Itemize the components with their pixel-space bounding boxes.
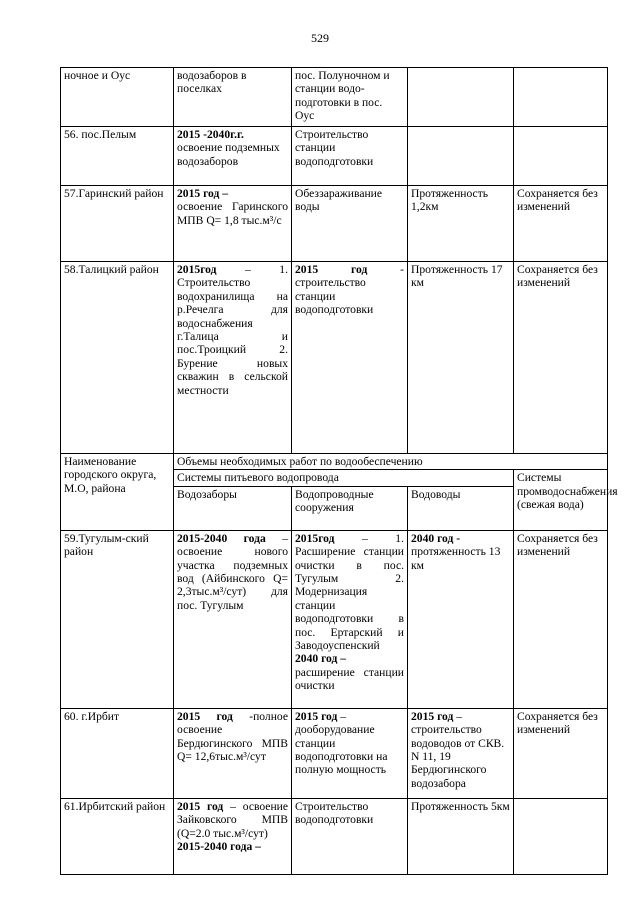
cell-structures: Строительство станции водоподготовки [292, 127, 408, 186]
cell-text: – дооборудование станции водоподготовки на полную мощность [295, 709, 388, 777]
cell-structures [292, 262, 408, 454]
cell-intakes [174, 708, 292, 798]
cell-industrial: Сохраняется без изменений [514, 186, 608, 262]
cell-conduits: Протяженность 17 км [408, 262, 514, 454]
cell-structures: Строительство водоподготовки [292, 798, 408, 874]
water-supply-table [60, 67, 618, 875]
cell-district: 56. пос.Пелым [61, 127, 174, 186]
cell-conduits [408, 68, 514, 127]
header-volumes: Объемы необходимых работ по водообеспечению [174, 454, 608, 470]
cell-intakes: водозаборов в поселках [174, 68, 292, 127]
header-industrial: Системы промводоснабжения (свежая вода) [514, 470, 608, 530]
cell-conduits: Протяженность 5км [408, 798, 514, 874]
cell-district: 57.Гаринский район [61, 186, 174, 262]
cell-text: – освоение нового участка подземных вод (Айбинского Q= 2,3тыс.м³/сут) для пос. Тугулым [177, 531, 288, 612]
bold-year: 2015-2040 года [177, 531, 266, 545]
bold-year: 2040 год - [411, 531, 461, 545]
header-intakes: Водозаборы [174, 486, 292, 530]
table-row [61, 708, 608, 798]
table-row [61, 530, 608, 708]
table-row [61, 798, 608, 874]
cell-text: – освоение Зайковского МПВ (Q=2.0 тыс.м³/сут) [177, 799, 288, 840]
cell-intakes [174, 186, 292, 262]
cell-conduits [408, 708, 514, 798]
table-row [61, 186, 608, 262]
bold-year: 2015 -2040г.г. [177, 128, 244, 141]
cell-structures: Обеззараживание воды [292, 186, 408, 262]
cell-district: 58.Талицкий район [61, 262, 174, 454]
cell-structures [292, 530, 408, 708]
cell-industrial: Сохраняется без изменений [514, 708, 608, 798]
cell-industrial [514, 127, 608, 186]
bold-year: 2040 год – [295, 652, 347, 666]
cell-text: – строительство водоводов от СКВ. N 11, 19 Бердюгинского водозабора [411, 709, 505, 790]
cell-industrial [514, 798, 608, 874]
bold-year: 2015год [295, 531, 335, 545]
bold-year: 2015-2040 года – [177, 840, 261, 854]
header-row [61, 454, 608, 470]
cell-industrial [514, 68, 608, 127]
cell-district: 61.Ирбитский район [61, 798, 174, 874]
bold-year: 2015 год [177, 709, 233, 723]
table-row [61, 68, 608, 127]
cell-text: - строительство станции водоподготовки [295, 263, 404, 317]
cell-text: освоение Гаринского МПВ Q= 1,8 тыс.м³/с [177, 200, 288, 227]
table-row [61, 127, 608, 186]
cell-text: -полное освоение Бердюгинского МПВ Q= 12,6тыс.м³/сут [177, 709, 288, 764]
cell-text: – 1. Строительство водохранилища на р.Речелга для водоснабжения г.Талица и пос.Троицкий 2. Бурение новых скважин в сельской местности [177, 263, 288, 397]
cell-intakes [174, 530, 292, 708]
bold-year: 2015 год [411, 709, 454, 723]
header-structures: Водопроводные сооружения [292, 486, 408, 530]
header-conduits: Водоводы [408, 486, 514, 530]
cell-structures: пос. Полуночном и станции водо-подготовки в пос. Оус [292, 68, 408, 127]
header-name: Наименование городского округа, М.О, района [61, 454, 174, 531]
cell-conduits: Протяженность 1,2км [408, 186, 514, 262]
cell-industrial: Сохраняется без изменений [514, 530, 608, 708]
cell-intakes [174, 127, 292, 186]
header-drinking: Системы питьевого водопровода [174, 470, 514, 486]
bold-year: 2015 год [295, 709, 338, 723]
cell-district: 59.Тугулым-ский район [61, 530, 174, 708]
bold-year: 2015 год [177, 799, 224, 813]
cell-text: – 1. Расширение станции очистки в пос. Тугулым 2. Модернизация станции водоподготовки в пос. Ертарский и Заводоуспенский [295, 531, 404, 653]
cell-intakes [174, 262, 292, 454]
cell-district: ночное и Оус [61, 68, 174, 127]
table-row [61, 262, 608, 454]
cell-intakes [174, 798, 292, 874]
cell-text: расширение станции очистки [295, 665, 404, 693]
cell-text: освоение подземных водозаборов [177, 141, 280, 168]
bold-year: 2015год [177, 263, 217, 276]
cell-district: 60. г.Ирбит [61, 708, 174, 798]
cell-industrial: Сохраняется без изменений [514, 262, 608, 454]
cell-conduits [408, 127, 514, 186]
cell-conduits [408, 530, 514, 708]
bold-year: 2015 год [295, 263, 368, 276]
cell-structures [292, 708, 408, 798]
page-number: 529 [311, 31, 329, 45]
cell-text: протяженность 13 км [411, 545, 501, 572]
bold-year: 2015 год – [177, 187, 229, 200]
